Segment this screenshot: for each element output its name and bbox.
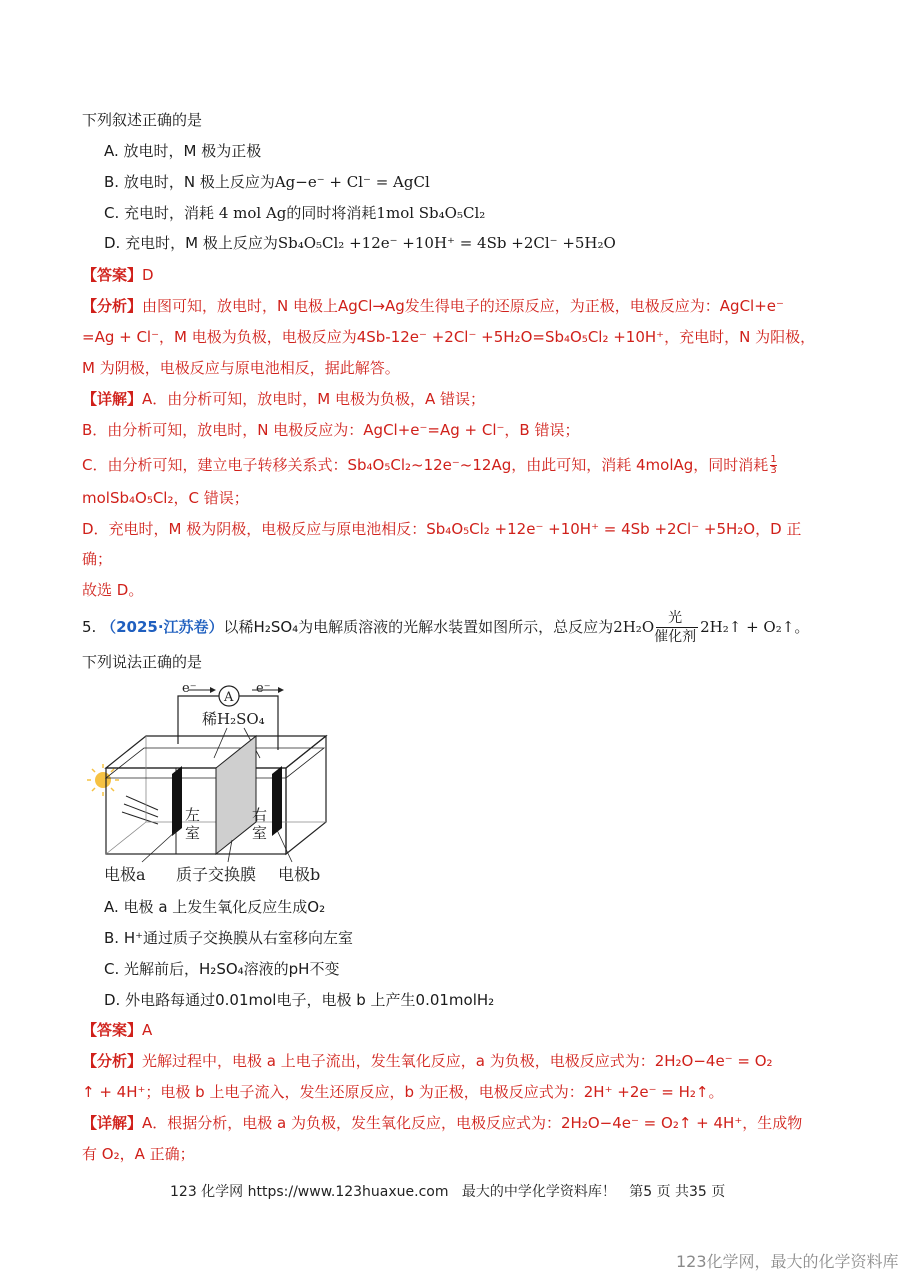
equation-condition xyxy=(654,610,700,645)
footer-slogan: 最大的中学化学资料库！ xyxy=(461,1184,616,1200)
equation-left: 2H₂O xyxy=(613,618,655,636)
option-text: 放电时，N 极上反应为 xyxy=(123,173,275,191)
tank-bottom-edge xyxy=(106,822,146,854)
pointer-line xyxy=(214,728,227,758)
proton-exchange-membrane xyxy=(216,736,256,854)
fraction-denominator: 3 xyxy=(770,465,777,476)
electrode-a-label: 电极a xyxy=(104,865,146,884)
answer-value: D xyxy=(142,266,154,284)
option-mid: 的同时将消耗 xyxy=(286,204,377,222)
q4-detail-a xyxy=(82,389,485,409)
q5-detail-a1 xyxy=(82,1113,802,1133)
q4-option-c[interactable] xyxy=(104,203,485,223)
electron-arrowhead-right xyxy=(278,687,284,693)
option-formula: 1mol Sb₄O₅Cl₂ xyxy=(376,204,486,222)
option-letter: D. xyxy=(104,234,121,252)
q4-analysis-line1 xyxy=(82,296,784,316)
option-text: 充电时，消耗 xyxy=(124,204,215,222)
page-footer xyxy=(170,1181,725,1201)
right-room-label-1: 右 xyxy=(252,806,268,824)
leader-line xyxy=(142,830,177,862)
q4-analysis-line2: =Ag + Cl⁻，M 电极为负极，电极反应为4Sb-12e⁻ +2Cl⁻ +5H₂O=Sb₄O₅Cl₂ +10H⁺，充电时，N 为阳极， xyxy=(82,328,816,346)
electron-label-right: e⁻ xyxy=(256,681,271,696)
q5-stem xyxy=(82,610,810,645)
tank-side xyxy=(286,736,326,854)
option-text: H⁺通过质子交换膜从右室移向左室 xyxy=(123,929,354,947)
option-text: 外电路每通过0.01mol电子，电极 b 上产生0.01molH₂ xyxy=(125,991,495,1009)
option-letter: C. xyxy=(104,204,120,222)
q4-stem-tail: 下列叙述正确的是 xyxy=(82,111,203,129)
watermark: 123化学网，最大的化学资料库 xyxy=(676,1252,899,1271)
condition-top: 光 xyxy=(668,610,683,626)
q5-stem-tail: 下列说法正确的是 xyxy=(82,653,203,671)
detail-text: A．由分析可知，放电时，M 电极为负极，A 错误； xyxy=(142,390,486,408)
analysis-text: 光解过程中，电极 a 上电子流出，发生氧化反应，a 为负极，电极反应式为：2H₂O−4e⁻ = O₂ xyxy=(142,1052,773,1070)
light-rays xyxy=(122,796,158,824)
answer-value: A xyxy=(142,1021,153,1039)
option-text: 充电时，M 极上反应为 xyxy=(125,234,278,252)
detail-text: C．由分析可知，建立电子转移关系式：Sb₄O₅Cl₂~12e⁻~12Ag，由此可知，消耗 4molAg，同时消耗 xyxy=(82,456,769,474)
ammeter-label: A xyxy=(224,690,234,705)
option-formula: Ag−e⁻ + Cl⁻ = AgCl xyxy=(274,173,430,191)
q5-option-a[interactable] xyxy=(104,897,325,917)
solution-label: 稀H₂SO₄ xyxy=(202,710,265,728)
q5-option-d[interactable] xyxy=(104,990,494,1010)
option-text: 放电时，M 极为正极 xyxy=(123,142,262,160)
option-amount: 4 mol Ag xyxy=(218,204,287,222)
analysis-text: 由图可知，放电时，N 电极上AgCl→Ag发生得电子的还原反应，为正极，电极反应为：AgCl+e⁻ xyxy=(142,297,784,315)
left-room-label-2: 室 xyxy=(185,824,201,842)
electron-label-left: e⁻ xyxy=(182,681,197,696)
answer-tag: 【答案】 xyxy=(82,266,143,284)
option-formula: Sb₄O₅Cl₂ +12e⁻ +10H⁺ = 4Sb +2Cl⁻ +5H₂O xyxy=(277,234,616,252)
equation-right: 2H₂↑ + O₂↑。 xyxy=(700,618,810,636)
left-room-label-1: 左 xyxy=(185,806,201,824)
q5-option-c[interactable] xyxy=(104,959,339,979)
detail-text: A．根据分析，电极 a 为负极，发生氧化反应，电极反应式为：2H₂O−4e⁻ = O₂↑ + 4H⁺，生成物 xyxy=(142,1114,803,1132)
q5-option-b[interactable] xyxy=(104,928,353,948)
question-stem: 以稀H₂SO₄为电解质溶液的光解水装置如图所示，总反应为 xyxy=(223,618,614,636)
analysis-tag: 【分析】 xyxy=(82,297,143,315)
electron-arrowhead-left xyxy=(210,687,216,693)
fraction xyxy=(770,455,776,476)
detail-tag: 【详解】 xyxy=(82,1114,143,1132)
option-letter: B. xyxy=(104,929,120,947)
analysis-tag: 【分析】 xyxy=(82,1052,143,1070)
q4-analysis-line3: M 为阴极，电极反应与原电池相反，据此解答。 xyxy=(82,359,400,377)
q5-answer xyxy=(82,1020,152,1040)
q5-detail-a2: 有 O₂，A 正确； xyxy=(82,1145,195,1163)
detail-tag: 【详解】 xyxy=(82,390,143,408)
q4-conclusion: 故选 D。 xyxy=(82,581,144,599)
q4-option-a[interactable] xyxy=(104,141,261,161)
leader-line xyxy=(277,830,292,862)
q4-detail-d2: 确； xyxy=(82,550,113,568)
electrode-a xyxy=(172,766,182,836)
option-letter: B. xyxy=(104,173,120,191)
q4-option-b[interactable] xyxy=(104,172,430,192)
option-letter: A. xyxy=(104,898,119,916)
photolysis-figure xyxy=(82,680,342,890)
right-room-label-2: 室 xyxy=(252,824,268,842)
option-letter: C. xyxy=(104,960,120,978)
sun-icon xyxy=(95,772,111,788)
q4-detail-c2: molSb₄O₅Cl₂，C 错误； xyxy=(82,489,249,507)
footer-url[interactable]: https://www.123huaxue.com xyxy=(247,1184,449,1200)
answer-tag: 【答案】 xyxy=(82,1021,143,1039)
q4-detail-d1: D．充电时，M 极为阴极，电极反应与原电池相反：Sb₄O₅Cl₂ +12e⁻ +10H⁺ = 4Sb +2Cl⁻ +5H₂O，D 正 xyxy=(82,520,802,538)
fraction-numerator: 1 xyxy=(770,454,777,465)
question-number: 5. xyxy=(82,618,97,636)
electrode-b xyxy=(272,766,282,836)
footer-page: 第5 页 共35 页 xyxy=(629,1184,726,1200)
option-text: 光解前后，H₂SO₄溶液的pH不变 xyxy=(124,960,340,978)
option-letter: A. xyxy=(104,142,119,160)
option-letter: D. xyxy=(104,991,121,1009)
q4-detail-b: B．由分析可知，放电时，N 电极反应为：AgCl+e⁻=Ag + Cl⁻，B 错误； xyxy=(82,421,580,439)
question-source: （2025·江苏卷） xyxy=(101,618,224,636)
electrode-b-label: 电极b xyxy=(278,865,321,884)
q5-analysis-line2: ↑ + 4H⁺；电极 b 上电子流入，发生还原反应，b 为正极，电极反应式为：2H⁺ +2e⁻ = H₂↑。 xyxy=(82,1083,724,1101)
option-text: 电极 a 上发生氧化反应生成O₂ xyxy=(123,898,326,916)
q4-detail-c1 xyxy=(82,455,777,476)
footer-site: 123 化学网 xyxy=(170,1184,244,1200)
condition-bottom: 催化剂 xyxy=(654,629,697,645)
q4-option-d[interactable] xyxy=(104,233,616,253)
q5-analysis-line1 xyxy=(82,1051,773,1071)
q4-answer xyxy=(82,265,154,285)
membrane-label: 质子交换膜 xyxy=(176,865,257,884)
